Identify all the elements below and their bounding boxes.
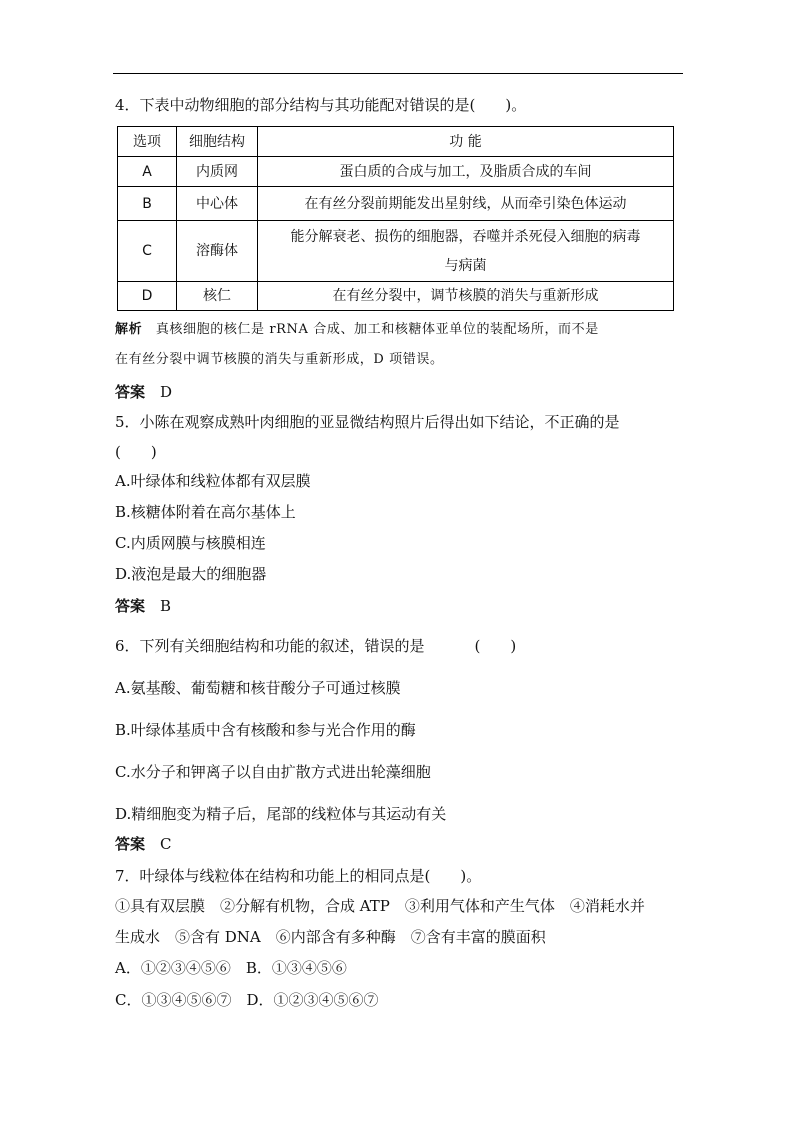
row-option: D xyxy=(118,282,177,311)
q4-stem: 4．下表中动物细胞的部分结构与其功能配对错误的是( )。 xyxy=(115,96,527,114)
row-option: A xyxy=(118,157,177,187)
row-function: 在有丝分裂前期能发出星射线，从而牵引染色体运动 xyxy=(258,187,674,221)
row-option: C xyxy=(118,221,177,282)
q4-analysis-line1 xyxy=(115,320,599,340)
row-function: 在有丝分裂中，调节核膜的消失与重新形成 xyxy=(258,282,674,311)
q6-option-b: B.叶绿体基质中含有核酸和参与光合作用的酶 xyxy=(115,721,416,739)
table-header-row xyxy=(118,127,674,157)
row-structure: 内质网 xyxy=(177,157,258,187)
q6-paren: ( ) xyxy=(474,637,517,655)
row-structure: 中心体 xyxy=(177,187,258,221)
row-function-line: 能分解衰老、损伤的细胞器，吞噬并杀死侵入细胞的病毒 xyxy=(290,229,641,245)
row-function-line: 与病菌 xyxy=(444,258,487,274)
table-row xyxy=(118,282,674,311)
header-function: 功 能 xyxy=(258,127,674,157)
table-row xyxy=(118,221,674,282)
table-row xyxy=(118,157,674,187)
answer-value: B xyxy=(160,597,172,615)
q6-option-d: D.精细胞变为精子后，尾部的线粒体与其运动有关 xyxy=(115,805,447,823)
header-structure: 细胞结构 xyxy=(177,127,258,157)
q7-options-line2: C．①③④⑤⑥⑦ D．①②③④⑤⑥⑦ xyxy=(115,991,379,1009)
q7-stem: 7．叶绿体与线粒体在结构和功能上的相同点是( )。 xyxy=(115,867,482,885)
q5-option-d: D.液泡是最大的细胞器 xyxy=(115,565,267,583)
header-option: 选项 xyxy=(118,127,177,157)
q7-options-line1: A．①②③④⑤⑥ B．①③④⑤⑥ xyxy=(115,959,347,977)
answer-label: 答案 xyxy=(115,835,146,853)
table-row xyxy=(118,187,674,221)
q7-items-line1: ①具有双层膜 ②分解有机物，合成 ATP ③利用气体和产生气体 ④消耗水并 xyxy=(115,897,645,915)
q6-stem-text: 6．下列有关细胞结构和功能的叙述，错误的是 xyxy=(115,637,425,655)
row-option: B xyxy=(118,187,177,221)
header-rule xyxy=(113,73,683,74)
q6-stem xyxy=(115,636,516,656)
answer-value: C xyxy=(160,835,172,853)
q5-stem-line1: 5．小陈在观察成熟叶肉细胞的亚显微结构照片后得出如下结论，不正确的是 xyxy=(115,413,620,431)
answer-value: D xyxy=(160,383,173,401)
q5-stem-line2: ( ) xyxy=(115,443,157,461)
q5-answer xyxy=(115,596,171,616)
row-function xyxy=(258,221,674,282)
q4-table xyxy=(117,126,674,311)
q5-option-c: C.内质网膜与核膜相连 xyxy=(115,534,266,552)
q5-option-b: B.核糖体附着在高尔基体上 xyxy=(115,503,296,521)
q6-answer xyxy=(115,834,172,854)
q4-answer xyxy=(115,382,172,402)
row-structure: 溶酶体 xyxy=(177,221,258,282)
q5-option-a: A.叶绿体和线粒体都有双层膜 xyxy=(115,472,311,490)
analysis-label: 解析 xyxy=(115,322,143,337)
row-function: 蛋白质的合成与加工，及脂质合成的车间 xyxy=(258,157,674,187)
q7-items-line2: 生成水 ⑤含有 DNA ⑥内部含有多种酶 ⑦含有丰富的膜面积 xyxy=(115,928,546,946)
analysis-text: 真核细胞的核仁是 rRNA 合成、加工和核糖体亚单位的装配场所，而不是 xyxy=(155,322,599,337)
q4-analysis-line2: 在有丝分裂中调节核膜的消失与重新形成，D 项错误。 xyxy=(115,352,444,367)
q6-option-c: C.水分子和钾离子以自由扩散方式进出轮藻细胞 xyxy=(115,763,431,781)
row-structure: 核仁 xyxy=(177,282,258,311)
q6-option-a: A.氨基酸、葡萄糖和核苷酸分子可通过核膜 xyxy=(115,679,401,697)
answer-label: 答案 xyxy=(115,597,146,615)
answer-label: 答案 xyxy=(115,383,146,401)
